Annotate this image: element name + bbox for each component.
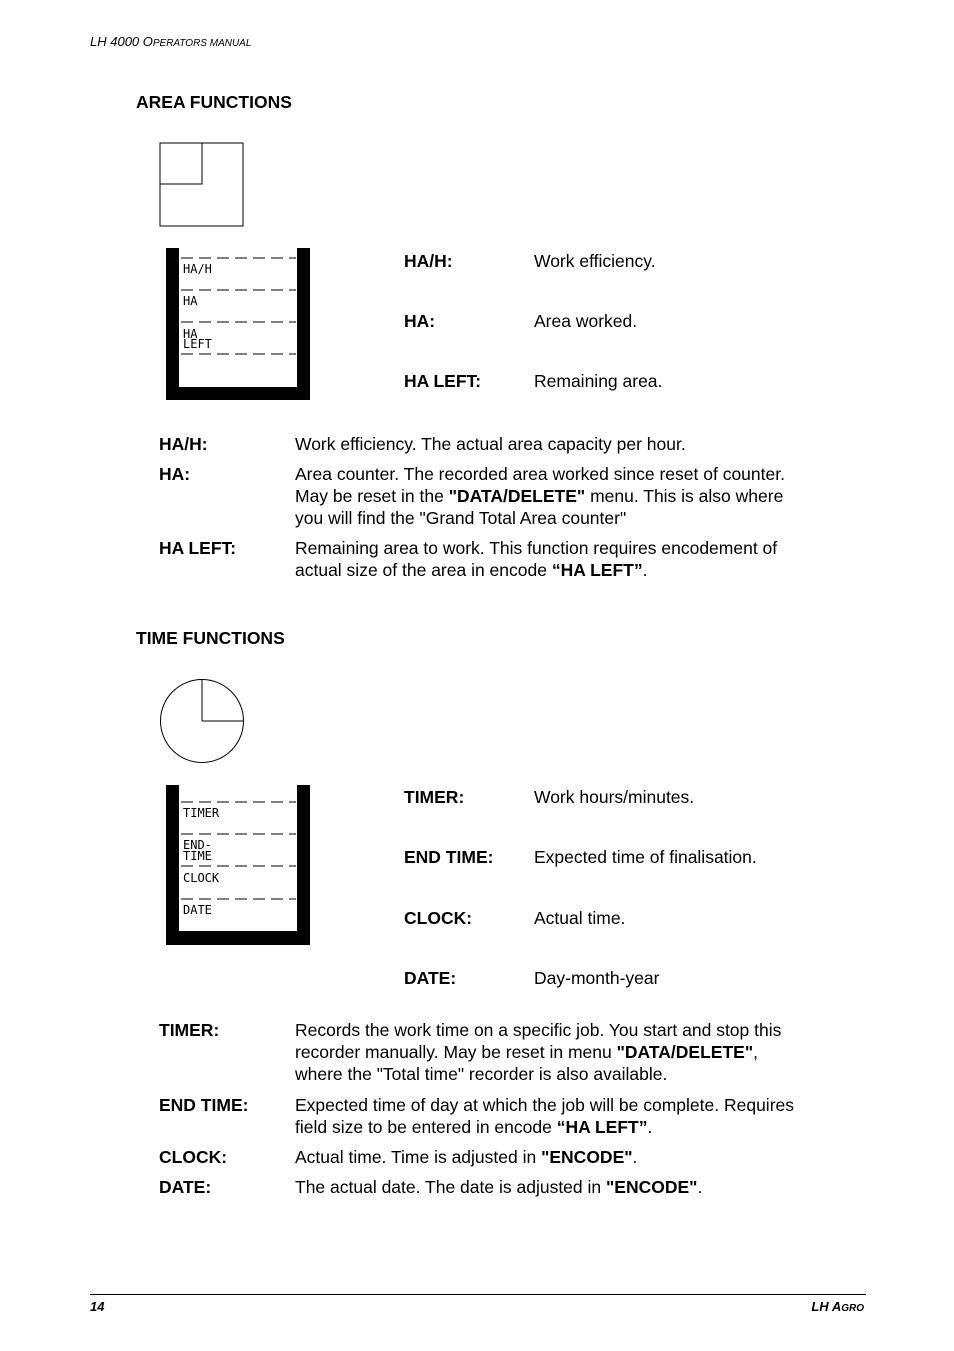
time-detail-label: END TIME: — [159, 1095, 249, 1115]
time-summary-label: DATE: — [404, 968, 457, 988]
area-detail-label: HA: — [159, 464, 191, 484]
time-detail-text: Records the work time on a specific job. You start and stop this recorder manually. May be reset in menu "DATA/DELETE", where the "Total time" recorder is also available. — [295, 1020, 782, 1084]
display-line-timer: TIMER — [183, 806, 220, 820]
display-line-left: LEFT — [183, 337, 212, 351]
display-line-clock: CLOCK — [183, 871, 220, 885]
time-detail-text: The actual date. The date is adjusted in "ENCODE". — [295, 1177, 703, 1197]
running-header — [90, 34, 251, 49]
area-detail-label: HA LEFT: — [159, 538, 237, 558]
time-detail-label: TIMER: — [159, 1020, 220, 1040]
area-section-title: AREA FUNCTIONS — [136, 92, 292, 112]
footer-rule — [90, 1294, 866, 1295]
area-summary-label: HA LEFT: — [404, 371, 482, 391]
area-summary-text: Remaining area. — [534, 371, 663, 391]
page-number: 14 — [90, 1299, 105, 1314]
area-detail-text: Work efficiency. The actual area capacity per hour. — [295, 434, 686, 454]
time-detail-label: DATE: — [159, 1177, 212, 1197]
time-display-icon — [166, 785, 312, 947]
display-line-ha: HA — [183, 294, 198, 308]
header-title: LH 4000 O — [90, 34, 153, 49]
display-line-time: TIME — [183, 849, 212, 863]
time-summary-text: Day-month-year — [534, 968, 660, 988]
time-summary-label: TIMER: — [404, 787, 465, 807]
display-line-date: DATE — [183, 903, 212, 917]
time-section-title: TIME FUNCTIONS — [136, 628, 285, 648]
area-detail-label: HA/H: — [159, 434, 208, 454]
area-summary-label: HA/H: — [404, 251, 453, 271]
area-detail-text: Area counter. The recorded area worked since reset of counter. May be reset in the "DATA/DELETE" menu. This is also where you will find the "Grand Total Area counter" — [295, 464, 785, 528]
time-summary-text: Expected time of finalisation. — [534, 847, 757, 867]
time-detail-text: Expected time of day at which the job will be complete. Requires field size to be entered in encode “HA LEFT”. — [295, 1095, 795, 1137]
time-summary-label: CLOCK: — [404, 908, 473, 928]
header-title-small: PERATORS MANUAL — [152, 38, 252, 49]
time-summary-label: END TIME: — [404, 847, 494, 867]
area-display-icon — [166, 248, 312, 402]
clock-icon — [159, 678, 245, 764]
display-line-end: END- — [183, 838, 212, 852]
area-summary-label: HA: — [404, 311, 436, 331]
time-summary-text: Actual time. — [534, 908, 626, 928]
time-summary-text: Work hours/minutes. — [534, 787, 695, 807]
display-line-hah: HA/H — [183, 262, 212, 276]
display-line-ha2: HA — [183, 327, 198, 341]
area-summary-text: Work efficiency. — [534, 251, 656, 271]
area-detail-text: Remaining area to work. This function requires encodement of actual size of the area in encode “HA LEFT”. — [295, 538, 778, 580]
time-detail-label: CLOCK: — [159, 1147, 228, 1167]
time-detail-text: Actual time. Time is adjusted in "ENCODE". — [295, 1147, 638, 1167]
area-summary-text: Area worked. — [534, 311, 638, 331]
area-icon — [159, 142, 245, 228]
footer-brand: LH AGRO — [811, 1299, 864, 1314]
